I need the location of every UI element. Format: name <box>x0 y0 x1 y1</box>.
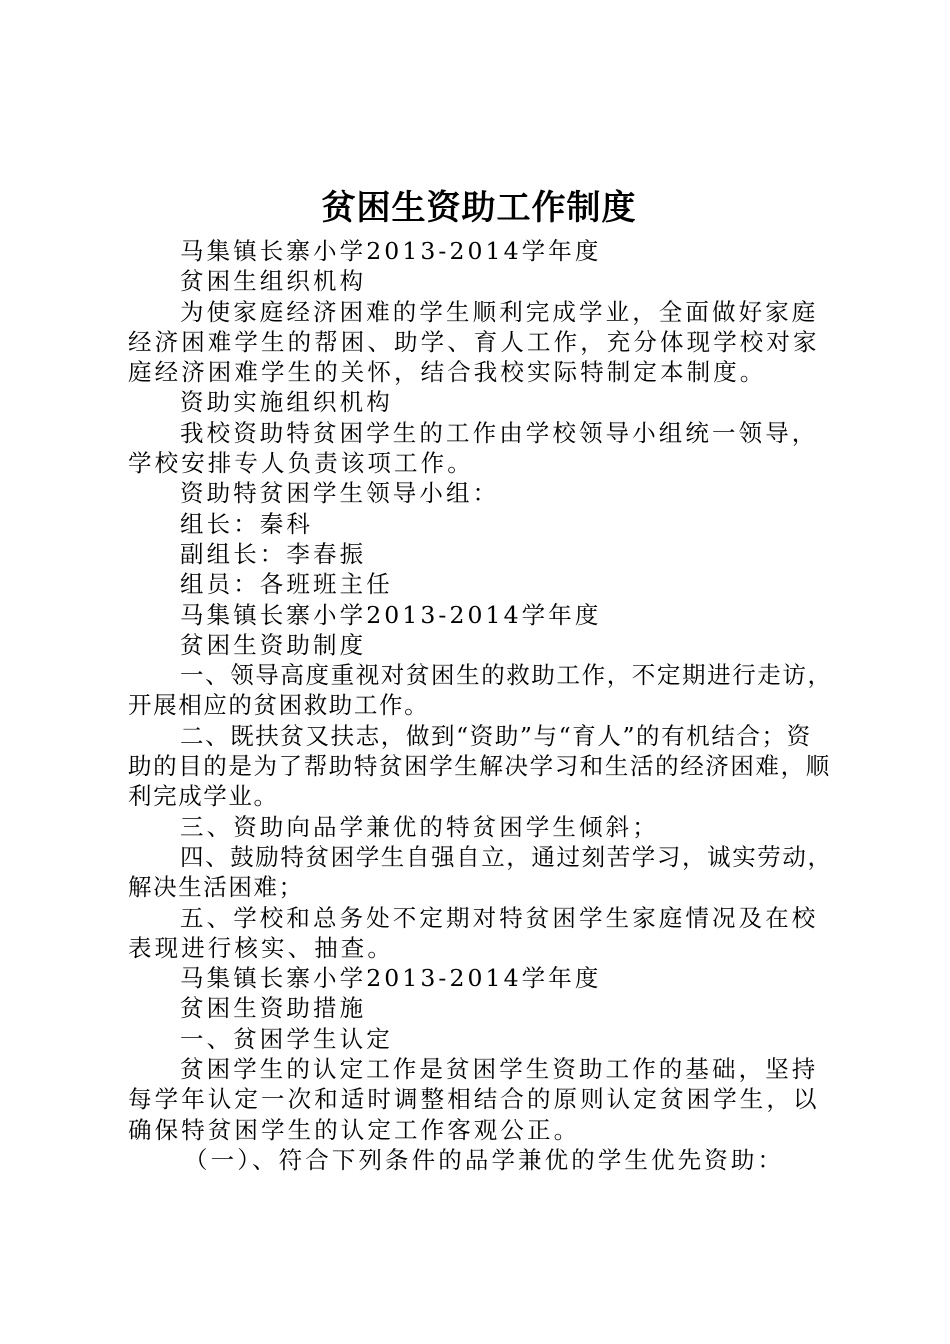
rule-item-5: 五、学校和总务处不定期对特贫困学生家庭情况及在校表现进行核实、抽查。 <box>128 903 819 962</box>
rule-item-1: 一、领导高度重视对贫困生的救助工作，不定期进行走访，开展相应的贫困救助工作。 <box>128 661 833 720</box>
condition-heading: （一）、符合下列条件的品学兼优的学生优先资助： <box>184 1145 785 1174</box>
section-heading-measures: 贫困生资助措施 <box>180 994 367 1023</box>
paragraph-identification: 贫困学生的认定工作是贫困学生资助工作的基础，坚持每学年认定一次和适时调整相结合的原则认定贫困学生，以确保特贫困学生的认定工作客观公正。 <box>128 1055 820 1144</box>
rule-item-3: 三、资助向品学兼优的特贫困学生倾斜； <box>180 812 659 841</box>
deputy-group-leader: 副组长：李春振 <box>180 539 367 568</box>
group-leader: 组长：秦科 <box>180 509 313 538</box>
paragraph-purpose: 为使家庭经济困难的学生顺利完成学业，全面做好家庭经济困难学生的帮困、助学、育人工作，充分体现学校对家庭经济困难学生的关怀，结合我校实际特制定本制度。 <box>128 297 820 387</box>
group-members: 组员：各班班主任 <box>180 570 393 599</box>
school-year-heading-1: 马集镇长寨小学2013-2014学年度 <box>180 237 602 265</box>
subsection-heading-identification: 一、贫困学生认定 <box>180 1024 393 1053</box>
document-body <box>128 236 834 1175</box>
section-heading-implementation: 资助实施组织机构 <box>180 388 393 417</box>
rule-item-4: 四、鼓励特贫困学生自强自立，通过刻苦学习，诚实劳动，解决生活困难； <box>128 842 833 902</box>
paragraph-leadership: 我校资助特贫困学生的工作由学校领导小组统一领导，学校安排专人负责该项工作。 <box>128 418 819 478</box>
section-heading-system: 贫困生资助制度 <box>180 630 367 659</box>
school-year-heading-3: 马集镇长寨小学2013-2014学年度 <box>180 964 602 993</box>
section-heading-organization: 贫困生组织机构 <box>180 267 367 296</box>
document-title: 贫困生资助工作制度 <box>321 188 637 228</box>
school-year-heading-2: 马集镇长寨小学2013-2014学年度 <box>180 600 602 629</box>
leadership-group-heading: 资助特贫困学生领导小组： <box>180 479 500 508</box>
rule-item-2: 二、既扶贫又扶志，做到“资助”与“育人”的有机结合；资助的目的是为了帮助特贫困学生解决学习和生活的经济困难，顺利完成学业。 <box>128 721 831 811</box>
